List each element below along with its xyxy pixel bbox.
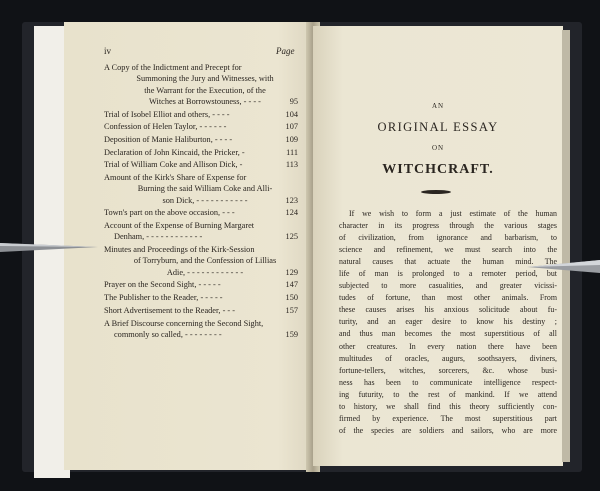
toc-entry-text: Short Advertisement to the Reader, - - - <box>104 305 236 315</box>
toc-entry-text: Confession of Helen Taylor, - - - - - - <box>104 122 227 132</box>
toc-page-number: 125 <box>285 232 298 242</box>
essay-line: turity, and an eager desire to know his destiny ; <box>339 317 557 327</box>
toc-page-number: 109 <box>285 135 298 144</box>
toc-entry <box>104 292 298 303</box>
toc-leaders: - - - - - - - - - - - <box>194 195 248 205</box>
essay-title: ORIGINAL ESSAY <box>377 120 499 134</box>
toc-entry-text: Burning the said William Coke and Alli- <box>137 184 273 194</box>
toc-leaders: - - - - <box>210 109 230 119</box>
toc-leaders: - - - - - <box>198 293 223 303</box>
toc-page-number: 157 <box>285 305 298 315</box>
toc-entry <box>104 62 298 107</box>
essay-line: subjected to more casualities, and greater vicissi- <box>339 281 557 291</box>
essay-article: AN <box>431 102 445 110</box>
page-column-header: Page <box>276 46 295 56</box>
essay-line: fortune-tellers, witches, sorcerers, &c. whose busi- <box>339 365 557 375</box>
toc-entry-text: A Copy of the Indictment and Precept for <box>104 63 242 72</box>
essay-line: natural causes that actuate the human mind. The <box>339 257 557 267</box>
toc-page-number: 150 <box>285 293 298 303</box>
toc-page-number: 107 <box>285 122 298 132</box>
essay-line: character in its progress through the various stages <box>339 221 557 231</box>
essay-line: firmed by experience. The most superstitious part <box>339 413 557 423</box>
essay-subject: WITCHCRAFT. <box>382 162 494 177</box>
toc-entry-text: son Dick, - - - - - - - - - - - <box>162 195 248 205</box>
toc-entry-text: Witches at Borrowstouness, - - - - <box>149 96 261 106</box>
toc-entry-text: Minutes and Proceedings of the Kirk-Session <box>104 245 255 255</box>
toc-entry-text: Trial of Isobel Elliot and others, - - - - <box>104 109 230 119</box>
essay-line: ing futurity, to the rest of mankind. If we attend <box>339 389 557 399</box>
toc-leaders: - - - - - - - - <box>182 329 222 339</box>
toc-page-number: 104 <box>285 109 298 119</box>
essay-line: ness has been to communicate intelligence respect- <box>339 377 557 387</box>
essay-line: If we wish to form a just estimate of the human <box>349 209 557 218</box>
toc-leaders: - - - <box>220 305 236 315</box>
essay-body <box>339 208 557 437</box>
toc-entry-text: Account of the Expense of Burning Margaret <box>104 221 255 231</box>
toc-entry <box>104 109 298 120</box>
toc-entry <box>104 279 298 290</box>
essay-preposition: ON <box>431 144 445 152</box>
toc-leaders: - <box>239 147 245 157</box>
toc-leaders: - <box>237 160 243 170</box>
toc-page-number: 159 <box>285 329 298 339</box>
essay-line: to history, we shall find this theory sufficiently con- <box>339 401 557 411</box>
toc-leaders: - - - - <box>241 96 261 106</box>
toc-entry-text: A Brief Discourse concerning the Second Sight, <box>104 318 264 328</box>
toc-entry-text: The Publisher to the Reader, - - - - - <box>104 293 223 303</box>
toc-entry <box>104 244 298 278</box>
essay-line: and thus man becomes the most superstitious of all <box>339 329 557 339</box>
right-page-clip <box>527 258 600 276</box>
toc-page-number: 113 <box>285 160 298 170</box>
toc-entry <box>104 318 298 341</box>
toc-entry-text: Town's part on the above occasion, - - - <box>104 208 235 218</box>
essay-line: science and refinement, we must search into the <box>339 245 557 255</box>
essay-line: life of man is prolonged to a remoter period, but <box>339 269 557 279</box>
toc-entry <box>104 134 298 145</box>
toc-entry-text: Summoning the Jury and Witnesses, with <box>136 74 274 84</box>
toc-entry-text: Denham, - - - - - - - - - - - - <box>114 232 203 242</box>
toc-entry-text: Trial of William Coke and Allison Dick, - <box>104 160 243 170</box>
toc-entry <box>104 159 298 170</box>
toc-entry-text: Adie, - - - - - - - - - - - - <box>166 267 244 277</box>
toc-entry <box>104 220 298 243</box>
toc-page-number: 123 <box>285 195 298 205</box>
toc-page-number: 111 <box>286 147 298 157</box>
toc-entry <box>104 121 298 132</box>
ornament-rule <box>421 190 451 194</box>
toc-entry-text: commonly so called, - - - - - - - - <box>114 329 222 339</box>
essay-line: of civilization, from ignorance and barbarism, to <box>339 233 557 243</box>
toc-entry <box>104 147 298 158</box>
toc-entry <box>104 172 298 206</box>
toc-page-number: 147 <box>285 280 298 290</box>
toc-entry-text: Prayer on the Second Sight, - - - - - <box>104 280 221 290</box>
toc-leaders: - - - - <box>212 135 233 144</box>
toc-entry <box>104 207 298 218</box>
toc-page-number: 124 <box>285 208 298 218</box>
toc-entry-text: the Warrant for the Execution, of the <box>144 85 266 95</box>
toc-leaders: - - - - - - <box>197 122 227 132</box>
left-page-number: iv <box>104 46 112 56</box>
toc-entry-text: Deposition of Manie Haliburton, - - - - <box>104 135 233 144</box>
toc-leaders: - - - <box>220 208 235 218</box>
left-page-clip <box>0 240 98 254</box>
essay-line: multitudes of oracles, augurs, soothsayers, diviners, <box>339 353 557 363</box>
essay-line: tudes of fortune, than most other animals. From <box>339 293 557 303</box>
left-page <box>64 22 316 470</box>
toc-leaders: - - - - - - - - - - - - <box>144 232 203 242</box>
essay-line: of the species are soldiers and sailors, who are more <box>339 425 557 435</box>
toc-leaders: - - - - - <box>196 280 221 290</box>
page-edge-right <box>562 30 570 462</box>
toc-page-number: 95 <box>289 96 298 106</box>
essay-line: these causes arises his anxious solicitude about fu- <box>339 305 557 315</box>
toc-entry-text: Declaration of John Kincaid, the Pricker, - <box>104 147 245 157</box>
toc-leaders: - - - - - - - - - - - - <box>185 267 244 277</box>
toc-entry-text: Amount of the Kirk's Share of Expense for <box>104 173 247 183</box>
essay-line: other creatures. In every nation there have been <box>339 341 557 351</box>
toc-entry <box>104 305 298 316</box>
toc-page-number: 129 <box>285 267 298 277</box>
toc-entry-text: of Torryburn, and the Confession of Lillias <box>133 256 277 266</box>
right-page <box>313 26 563 466</box>
